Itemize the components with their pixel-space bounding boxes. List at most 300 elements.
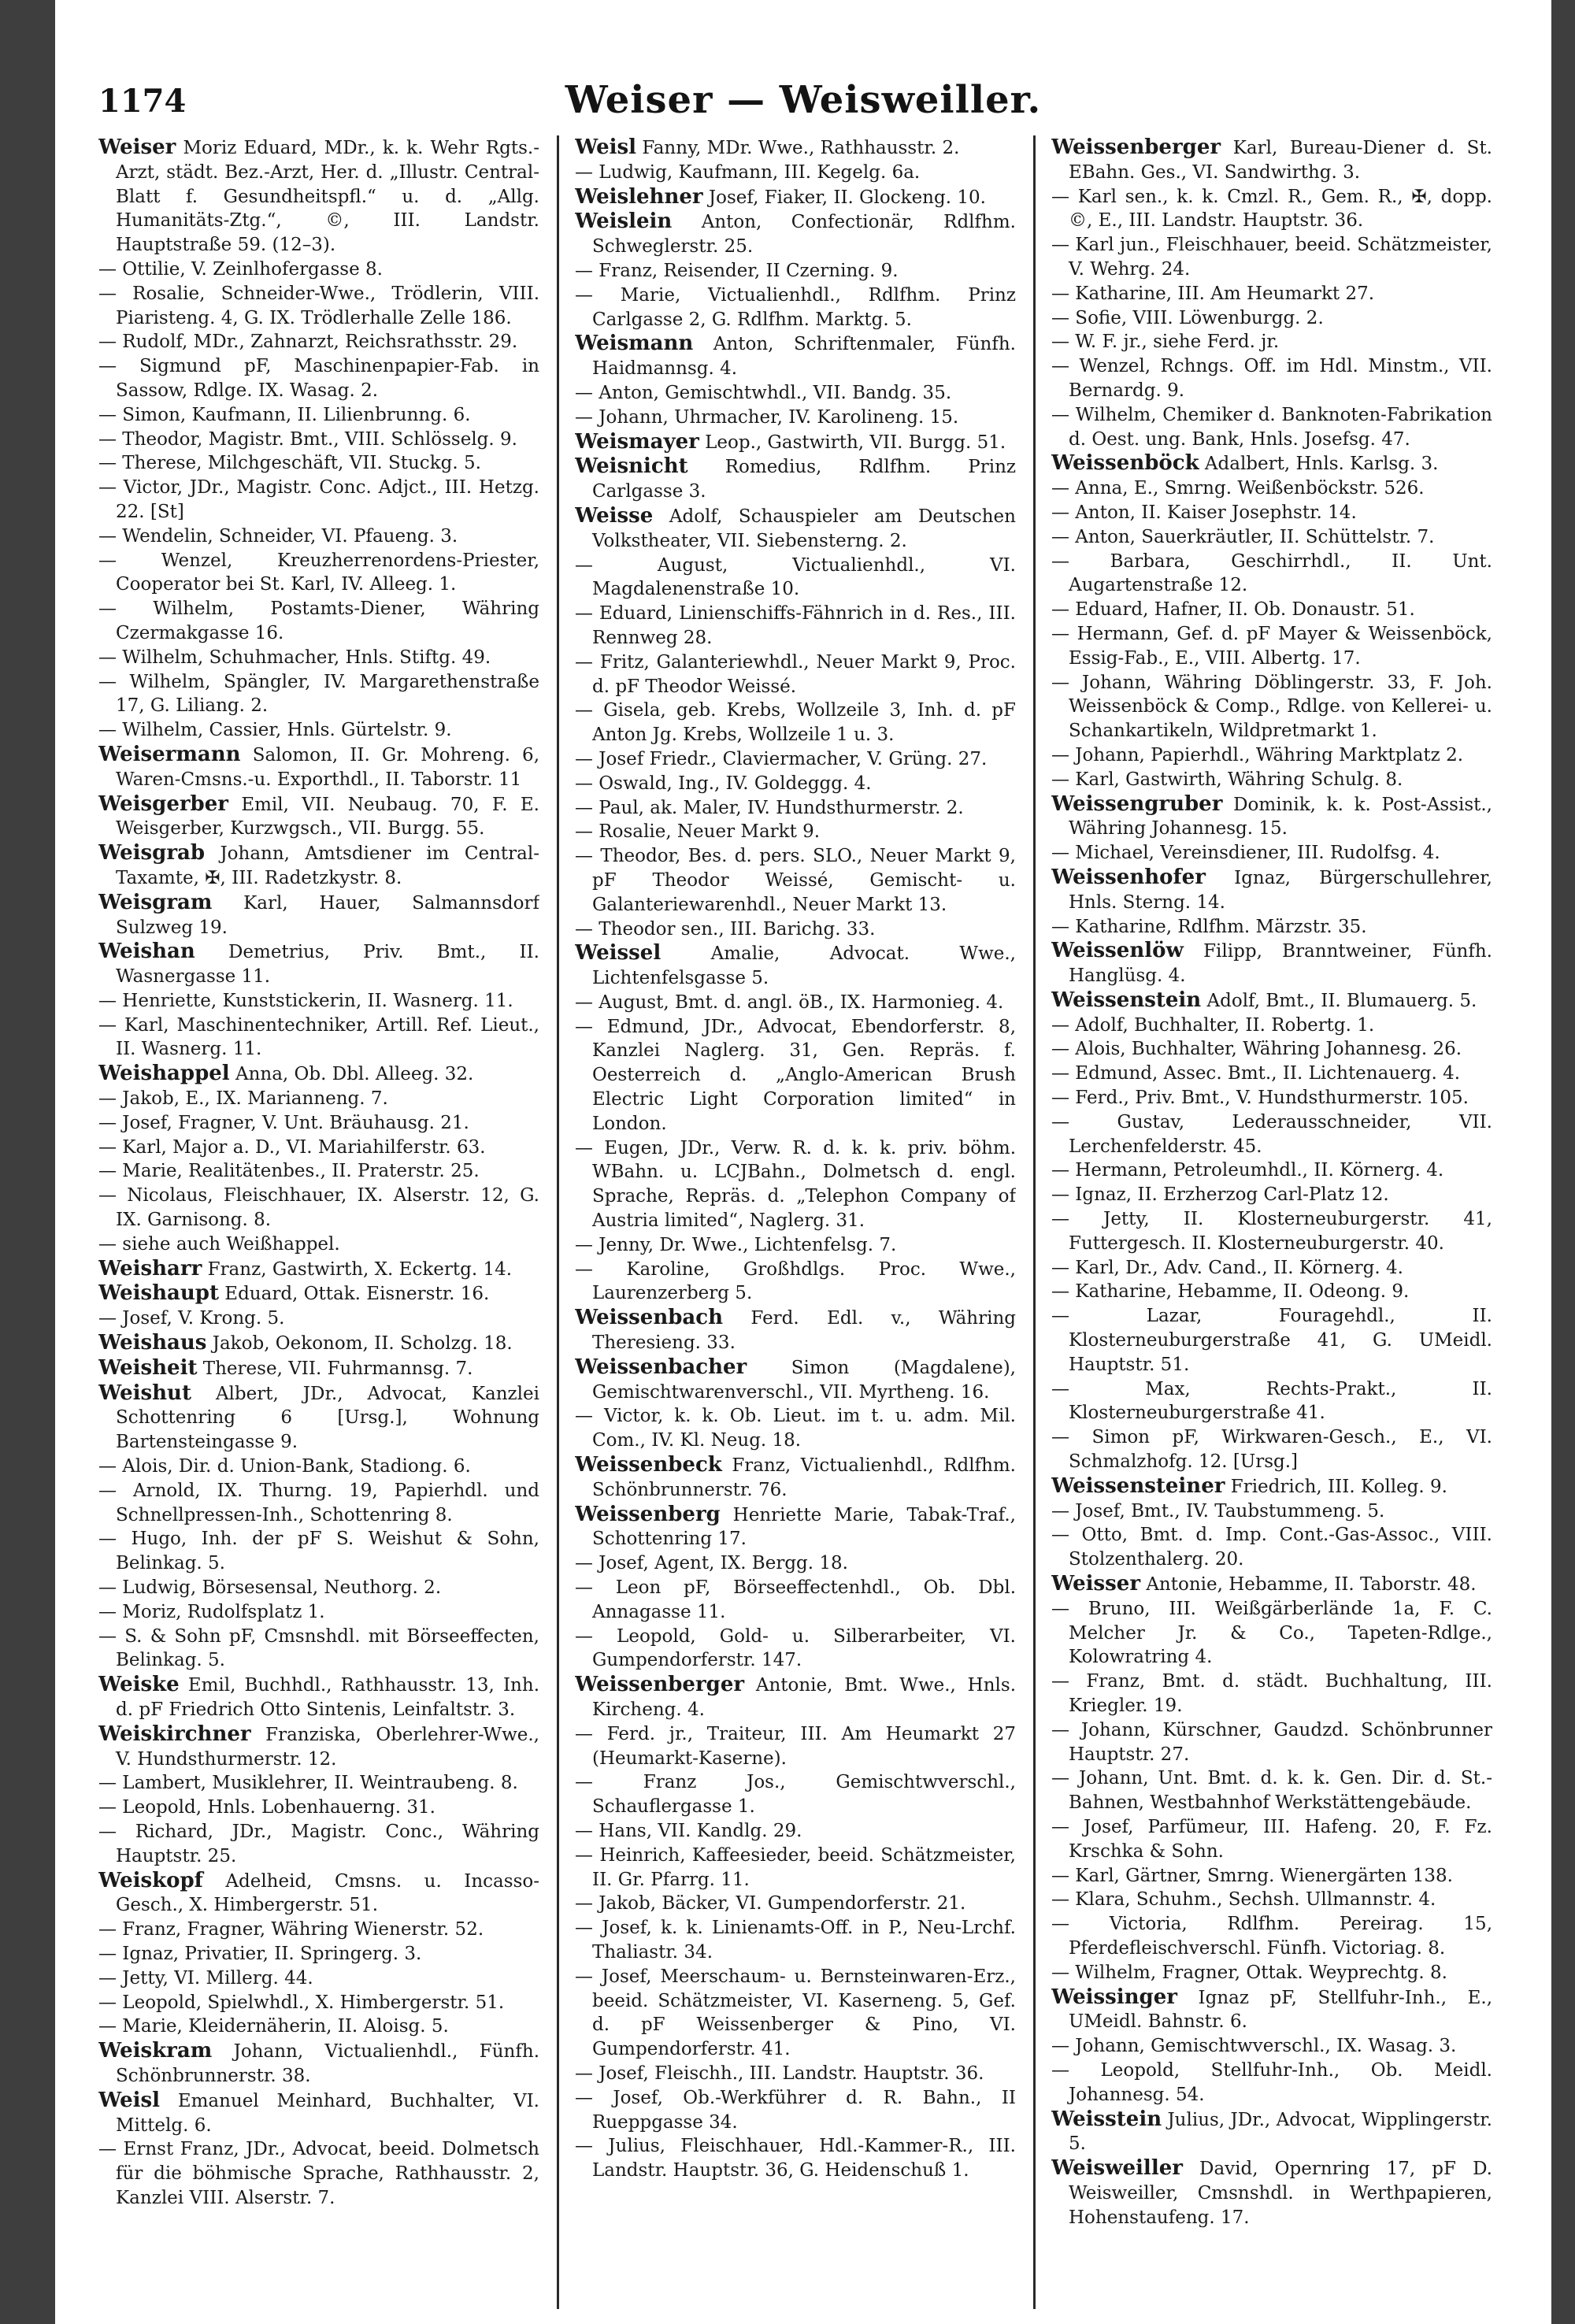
directory-entry [98, 1087, 539, 1111]
directory-entry [1051, 1961, 1492, 1985]
entry-text: — Rosalie, Schneider-Wwe., Trödlerin, VIII. Piaristeng. 4, G. IX. Trödlerhalle Zelle 186. [98, 283, 539, 328]
entry-surname: Weissenlöw [1051, 939, 1184, 963]
directory-entry [575, 2062, 1016, 2086]
directory-entry [575, 1453, 1016, 1503]
entry-text: — August, Bmt. d. angl. öB., IX. Harmonieg. 4. [575, 991, 1004, 1013]
entry-text: — Henriette, Kunststickerin, II. Wasnerg. 11. [98, 990, 513, 1011]
entry-text: — Therese, Milchgeschäft, VII. Stuckg. 5. [98, 453, 481, 474]
entry-text: — Max, Rechts-Prakt., II. Klosterneuburgerstraße 41. [1051, 1378, 1492, 1424]
directory-entry [1051, 1280, 1492, 1304]
entry-text: Demetrius, Priv. Bmt., II. Wasnergasse 11. [116, 942, 539, 988]
entry-text: — Jetty, VI. Millerg. 44. [98, 1967, 313, 1989]
entry-surname: Weishan [98, 940, 195, 964]
directory-entry [1051, 1864, 1492, 1888]
directory-entry [575, 504, 1016, 554]
directory-entry [1051, 1912, 1492, 1961]
entry-text: — S. & Sohn pF, Cmsnshdl. mit Börseeffecten, Belinkag. 5. [98, 1625, 539, 1671]
directory-entry [575, 1503, 1016, 1552]
entry-text: Jakob, Oekonom, II. Scholzg. 18. [206, 1333, 513, 1355]
directory-entry [98, 1771, 539, 1796]
entry-text: — Hermann, Gef. d. pF Mayer & Weissenböck, Essig-Fab., E., VIII. Albertg. 17. [1051, 623, 1492, 669]
directory-entry [575, 135, 1016, 161]
entry-surname: Weissenberger [575, 1673, 745, 1697]
entry-text: — Paul, ak. Maler, IV. Hundsthurmerstr. 2. [575, 797, 964, 818]
directory-entry [98, 1232, 539, 1257]
directory-entry [1051, 1062, 1492, 1086]
directory-entry [98, 841, 539, 891]
directory-entry [575, 1258, 1016, 1307]
entry-text: — Josef, Ob.-Werkführer d. R. Bahn., II Rueppgasse 34. [575, 2087, 1016, 2133]
directory-entry [1051, 2156, 1492, 2229]
entry-text: — Franz, Bmt. d. städt. Buchhaltung, III. Kriegler. 19. [1051, 1671, 1492, 1716]
directory-entry [575, 1015, 1016, 1136]
directory-entry [1051, 1110, 1492, 1159]
entry-text: — Josef, Fleischh., III. Landstr. Hauptstr. 36. [575, 2063, 984, 2084]
entry-surname: Weisgerber [98, 791, 228, 816]
directory-entry [1051, 622, 1492, 671]
directory-entry [1051, 233, 1492, 282]
column-3 [1051, 135, 1492, 2309]
directory-entry [98, 1479, 539, 1528]
directory-entry [1051, 1086, 1492, 1110]
entry-text: — Josef, V. Krong. 5. [98, 1308, 285, 1329]
directory-entry [1051, 1523, 1492, 1572]
entry-text: Josef, Fiaker, II. Glockeng. 10. [702, 187, 986, 208]
entry-text: Emil, Buchhdl., Rathhausstr. 13, Inh. d. pF Friedrich Otto Sintenis, Leinfaltstr. 3. [116, 1675, 539, 1720]
entry-text: Johann, Victualienhdl., Fünfh. Schönbrunnerstr. 38. [116, 2041, 539, 2086]
entry-surname: Weisser [1051, 1572, 1141, 1596]
directory-entry [98, 282, 539, 331]
directory-entry [98, 354, 539, 403]
entry-text: Adolf, Schauspieler am Deutschen Volkstheater, VII. Siebensterng. 2. [592, 506, 1016, 551]
directory-entry [575, 1722, 1016, 1771]
directory-entry [575, 1355, 1016, 1405]
directory-entry [98, 2137, 539, 2210]
entry-text: — Wilhelm, Spängler, IV. Margarethenstraße 17, G. Liliang. 2. [98, 671, 539, 717]
directory-entry [98, 1600, 539, 1625]
directory-entry [98, 549, 539, 598]
directory-page [55, 0, 1551, 2324]
directory-entry [98, 1356, 539, 1381]
directory-entry [1051, 135, 1492, 185]
entry-text: — Jetty, II. Klosterneuburgerstr. 41, Futtergesch. II. Klosterneuburgerstr. 40. [1051, 1209, 1492, 1254]
entry-text: — Ottilie, V. Zeinlhofergasse 8. [98, 258, 383, 280]
directory-entry [575, 259, 1016, 284]
entry-surname: Weissenböck [1051, 451, 1199, 476]
entry-text: Johann, Amtsdiener im Central-Taxamte, ✠, III. Radetzkystr. 8. [116, 843, 539, 888]
entry-text: — Adolf, Buchhalter, II. Robertg. 1. [1051, 1014, 1375, 1036]
directory-entry [98, 2039, 539, 2089]
directory-entry [98, 524, 539, 549]
entry-text: — Bruno, III. Weißgärberlände 1a, F. C. Melcher Jr. & Co., Tapeten-Rdlge., Kolowratring 4. [1051, 1598, 1492, 1668]
entry-text: — Wilhelm, Postamts-Diener, Währing Czermakgasse 16. [98, 599, 539, 643]
entry-text: — Wendelin, Schneider, VI. Pfaueng. 3. [98, 525, 458, 547]
entry-text: — Karl jun., Fleischhauer, beeid. Schätzmeister, V. Wehrg. 24. [1051, 235, 1492, 280]
entry-surname: Weishaupt [98, 1281, 219, 1306]
directory-entry [1051, 1183, 1492, 1207]
column-1 [98, 135, 539, 2309]
directory-entry [575, 1404, 1016, 1453]
directory-entry [1051, 451, 1492, 476]
entry-surname: Weisermann [98, 742, 241, 766]
directory-entry [98, 1673, 539, 1722]
entry-text: — Josef, k. k. Linienamts-Off. in P., Neu-Lrchf. Thaliastr. 34. [575, 1918, 1016, 1963]
directory-entry [98, 1991, 539, 2015]
directory-entry [1051, 282, 1492, 306]
entry-text: — Rosalie, Neuer Markt 9. [575, 821, 821, 843]
entry-text: Dominik, k. k. Post-Assist., Währing Johannesg. 15. [1069, 794, 1492, 840]
directory-entry [575, 650, 1016, 699]
entry-text: — Edmund, Assec. Bmt., II. Lichtenauerg. 4. [1051, 1063, 1461, 1084]
directory-entry [1051, 403, 1492, 452]
entry-text: Friedrich, III. Kolleg. 9. [1225, 1476, 1447, 1497]
entry-text: — Eduard, Linienschiffs-Fähnrich in d. Res., III. Rennweg 28. [575, 603, 1016, 648]
entry-surname: Weishappel [98, 1062, 230, 1086]
entry-text: — Theodor sen., III. Barichg. 33. [575, 918, 876, 940]
directory-entry [1051, 501, 1492, 525]
directory-entry [1051, 550, 1492, 599]
entry-text: — Karl sen., k. k. Cmzl. R., Gem. R., ✠, dopp. ©, E., III. Landstr. Hauptstr. 36. [1051, 186, 1492, 232]
directory-entry [1051, 1888, 1492, 1912]
entry-surname: Weismayer [575, 429, 699, 454]
directory-entry [575, 844, 1016, 917]
entry-text: Henriette Marie, Tabak-Traf., Schottenring 17. [592, 1504, 1016, 1550]
directory-entry [575, 820, 1016, 844]
entry-text: — Leon pF, Börseeffectenhdl., Ob. Dbl. Annagasse 11. [575, 1577, 1016, 1622]
entry-text: — Simon, Kaufmann, II. Lilienbrunng. 6. [98, 404, 471, 425]
directory-entry [1051, 1572, 1492, 1597]
directory-entry [98, 428, 539, 452]
directory-entry [575, 772, 1016, 796]
entry-text: — Franz, Fragner, Währing Wienerstr. 52. [98, 1919, 484, 1940]
entry-text: — siehe auch Weißhappel. [98, 1233, 340, 1255]
entry-text: — Michael, Vereinsdiener, III. Rudolfsg. 4. [1051, 843, 1440, 864]
directory-entry [1051, 185, 1492, 234]
entry-text: — Rudolf, MDr., Zahnarzt, Reichsrathsstr. 29. [98, 332, 518, 353]
directory-entry [98, 2015, 539, 2039]
entry-text: — Otto, Bmt. d. Imp. Cont.-Gas-Assoc., VIII. Stolzenthalerg. 20. [1051, 1525, 1492, 1570]
entry-text: — Ignaz, II. Erzherzog Carl-Platz 12. [1051, 1184, 1389, 1206]
entry-text: Salomon, II. Gr. Mohreng. 6, Waren-Cmsns.-u. Exporthdl., II. Taborstr. 11 [116, 744, 539, 790]
entry-text: — Victor, JDr., Magistr. Conc. Adjct., III. Hetzg. 22. [St] [98, 477, 539, 522]
entry-text: Franziska, Oberlehrer-Wwe., V. Hundsthurmerstr. 12. [116, 1724, 539, 1770]
entry-text: — Ignaz, Privatier, II. Springerg. 3. [98, 1943, 422, 1964]
directory-entry [575, 1916, 1016, 1965]
entry-text: — Karoline, Großhdlgs. Proc. Wwe., Laurenzerberg 5. [575, 1258, 1016, 1304]
entry-text: — Ferd. jr., Traiteur, III. Am Heumarkt 27 (Heumarkt-Kaserne). [575, 1723, 1016, 1769]
entry-text: Therese, VII. Fuhrmannsg. 7. [197, 1358, 473, 1379]
directory-entry [1051, 1766, 1492, 1815]
entry-text: — Gisela, geb. Krebs, Wollzeile 3, Inh. d. pF Anton Jg. Krebs, Wollzeile 1 u. 3. [575, 700, 1016, 746]
entry-surname: Weiser [98, 135, 176, 159]
entry-text: — Katharine, Rdlfhm. Märzstr. 35. [1051, 916, 1367, 937]
entry-surname: Weislehner [575, 184, 703, 209]
entry-text: Antonie, Hebamme, II. Taborstr. 48. [1140, 1574, 1477, 1596]
directory-entry [575, 1892, 1016, 1916]
directory-entry [575, 209, 1016, 259]
entry-surname: Weisweiller [1051, 2156, 1183, 2181]
directory-entry [1051, 476, 1492, 501]
directory-entry [98, 451, 539, 476]
page-header [98, 78, 1508, 130]
entry-surname: Weisstein [1051, 2107, 1162, 2131]
entry-text: — Simon pF, Wirkwaren-Gesch., E., VI. Schmalzhofg. 12. [Ursg.] [1051, 1427, 1492, 1473]
entry-text: — Eugen, JDr., Verw. R. d. k. k. priv. böhm. WBahn. u. LCJBahn., Dolmetsch d. engl. Sprache, Repräs. d. „Telephon Company of Austria limited“, Naglerg. 31. [575, 1137, 1016, 1232]
entry-text: — Johann, Papierhdl., Währing Marktplatz 2. [1051, 744, 1464, 765]
entry-surname: Weiskopf [98, 1868, 203, 1892]
entry-text: — Leopold, Spielwhdl., X. Himbergerstr. 51. [98, 1992, 505, 2013]
entry-text: — Wenzel, Kreuzherrenordens-Priester, Cooperator bei St. Karl, IV. Alleeg. 1. [98, 550, 539, 595]
entry-text: Anton, Confectionär, Rdlfhm. Schweglerstr. 25. [592, 212, 1016, 258]
entry-text: — Anton, Sauerkräutler, II. Schüttelstr. 7. [1051, 526, 1435, 547]
directory-entry [1051, 330, 1492, 354]
entry-surname: Weissinger [1051, 1985, 1177, 2009]
entry-text: — Moriz, Rudolfsplatz 1. [98, 1601, 325, 1622]
entry-text: — Johann, Gemischtwverschl., IX. Wasag. 3. [1051, 2036, 1457, 2057]
directory-entry [98, 1331, 539, 1356]
entry-text: Simon (Magdalene), Gemischtwarenverschl., VII. Myrtheng. 16. [592, 1357, 1016, 1403]
directory-entry [575, 554, 1016, 602]
entry-text: Ferd. Edl. v., Währing Theresieng. 33. [592, 1308, 1016, 1354]
entry-text: — Karl, Dr., Adv. Cand., II. Körnerg. 4. [1051, 1257, 1403, 1278]
entry-text: Anton, Schriftenmaler, Fünfh. Haidmannsg. 4. [592, 334, 1016, 380]
entry-text: — Franz, Reisender, II Czerning. 9. [575, 260, 899, 281]
directory-entry [1051, 1718, 1492, 1767]
entry-text: Ignaz, Bürgerschullehrer, Hnls. Sterng. 14. [1069, 867, 1492, 913]
entry-text: — Johann, Unt. Bmt. d. k. k. Gen. Dir. d. St.-Bahnen, Westbahnhof Werkstättengebäude. [1051, 1768, 1492, 1814]
directory-entry [575, 406, 1016, 430]
directory-entry [98, 1455, 539, 1479]
entry-text: Filipp, Branntweiner, Fünfh. Hanglüsg. 4. [1069, 941, 1492, 987]
entry-surname: Weisnicht [575, 454, 688, 479]
entry-text: — Oswald, Ing., IV. Goldeggg. 4. [575, 773, 872, 794]
directory-entry [575, 454, 1016, 504]
directory-entry [575, 1306, 1016, 1355]
entry-text: Leop., Gastwirth, VII. Burgg. 51. [699, 432, 1006, 453]
directory-entry [98, 1111, 539, 1136]
entry-surname: Weissengruber [1051, 791, 1223, 816]
directory-entry [98, 718, 539, 743]
directory-entry [98, 1625, 539, 1674]
directory-entry [575, 699, 1016, 747]
directory-entry [1051, 1037, 1492, 1062]
directory-entry [575, 1770, 1016, 1819]
directory-entry [575, 1844, 1016, 1892]
entry-text: — Wilhelm, Schuhmacher, Hnls. Stiftg. 49. [98, 647, 491, 668]
directory-entry [1051, 1158, 1492, 1183]
directory-entry [1051, 306, 1492, 331]
entry-text: — Anna, E., Smrng. Weißenböckstr. 526. [1051, 478, 1425, 499]
entry-text: Julius, JDr., Advocat, Wipplingerstr. 5. [1069, 2109, 1492, 2155]
entry-text: Adelheid, Cmsns. u. Incasso-Gesch., X. Himbergerstr. 51. [116, 1870, 539, 1916]
entry-surname: Weissenberger [1051, 135, 1221, 159]
directory-entry [98, 330, 539, 354]
directory-entry [98, 1527, 539, 1576]
entry-text: — Gustav, Lederausschneider, VII. Lerchenfelderstr. 45. [1051, 1111, 1492, 1157]
entry-text: — Theodor, Bes. d. pers. SLO., Neuer Markt 9, pF Theodor Weissé, Gemischt- u. Galanteriewarenhdl., Neuer Markt 13. [575, 846, 1016, 915]
entry-surname: Weisl [98, 2088, 161, 2112]
entry-surname: Weisgram [98, 890, 213, 914]
directory-entry [575, 602, 1016, 650]
directory-entry [575, 1136, 1016, 1233]
entry-text: — Jenny, Dr. Wwe., Lichtenfelsg. 7. [575, 1234, 897, 1255]
directory-entry [1051, 598, 1492, 622]
directory-entry [575, 185, 1016, 210]
entry-text: — Hans, VII. Kandlg. 29. [575, 1820, 802, 1841]
directory-entry [98, 1381, 539, 1455]
entry-text: — Leopold, Hnls. Lobenhauerng. 31. [98, 1797, 435, 1818]
directory-entry [1051, 671, 1492, 743]
entry-surname: Weishaus [98, 1331, 207, 1355]
entry-text: Emil, VII. Neubaug. 70, F. E. Weisgerber, Kurzwgsch., VII. Burgg. 55. [116, 794, 539, 840]
entry-text: — Johann, Währing Döblingerstr. 33, F. Joh. Weissenböck & Comp., Rdlge. von Kellerei- u. Schankartikeln, Wildpretmarkt 1. [1051, 672, 1492, 742]
directory-entry [1051, 939, 1492, 988]
directory-entry [98, 940, 539, 989]
directory-entry [575, 1673, 1016, 1722]
directory-entry [98, 1062, 539, 1087]
directory-entry [98, 476, 539, 524]
entry-text: — Wilhelm, Chemiker d. Banknoten-Fabrikation d. Oest. ung. Bank, Hnls. Josefsg. 47. [1051, 404, 1492, 450]
entry-text: — Jakob, Bäcker, VI. Gumpendorferstr. 21. [575, 1893, 966, 1914]
directory-entry [575, 941, 1016, 991]
entry-text: Franz, Gastwirth, X. Eckertg. 14. [202, 1258, 513, 1280]
entry-text: Karl, Hauer, Salmannsdorf Sulzweg 19. [116, 892, 539, 938]
entry-text: Antonie, Bmt. Wwe., Hnls. Kircheng. 4. [592, 1675, 1016, 1720]
entry-text: Adalbert, Hnls. Karlsg. 3. [1199, 454, 1439, 475]
directory-entry [575, 332, 1016, 381]
entry-surname: Weiskram [98, 2039, 213, 2063]
directory-entry [1051, 1014, 1492, 1038]
entry-text: — Marie, Victualienhdl., Rdlfhm. Prinz Carlgasse 2, G. Rdlfhm. Marktg. 5. [575, 284, 1016, 330]
entry-text: — Sofie, VIII. Löwenburgg. 2. [1051, 307, 1324, 328]
entry-text: — Johann, Uhrmacher, IV. Karolineng. 15. [575, 406, 959, 428]
entry-surname: Weissenbach [575, 1306, 723, 1330]
entry-text: — Heinrich, Kaffeesieder, beeid. Schätzmeister, II. Gr. Pfarrg. 11. [575, 1844, 1016, 1890]
directory-entry [98, 1576, 539, 1600]
entry-text: — Eduard, Hafner, II. Ob. Donaustr. 51. [1051, 599, 1415, 621]
entry-text: — Karl, Maschinentechniker, Artill. Ref. Lieut., II. Wasnerg. 11. [98, 1014, 539, 1060]
entry-text: — Anton, Gemischtwhdl., VII. Bandg. 35. [575, 382, 952, 403]
directory-entry [1051, 841, 1492, 865]
entry-text: — Fritz, Galanteriewhdl., Neuer Markt 9, Proc. d. pF Theodor Weissé. [575, 651, 1016, 697]
directory-entry [1051, 743, 1492, 768]
entry-text: — Lambert, Musiklehrer, II. Weintraubeng. 8. [98, 1773, 518, 1794]
entry-text: Franz, Victualienhdl., Rdlfhm. Schönbrunnerstr. 76. [592, 1455, 1016, 1500]
entry-text: — Wilhelm, Fragner, Ottak. Weyprechtg. 8. [1051, 1962, 1447, 1983]
directory-entry [1051, 1499, 1492, 1524]
entry-surname: Weissel [575, 941, 662, 966]
directory-entry [98, 1159, 539, 1184]
directory-entry [1051, 1474, 1492, 1499]
directory-entry [98, 1966, 539, 1991]
entry-text: Anna, Ob. Dbl. Alleeg. 32. [229, 1064, 474, 1085]
directory-entry [1051, 768, 1492, 792]
entry-text: Romedius, Rdlfhm. Prinz Carlgasse 3. [592, 457, 1016, 502]
directory-entry [98, 597, 539, 646]
directory-entry [98, 891, 539, 940]
directory-entry [98, 403, 539, 428]
directory-entry [1051, 1304, 1492, 1377]
entry-text: — Josef Friedr., Claviermacher, V. Grüng. 27. [575, 748, 988, 769]
entry-surname: Weiske [98, 1673, 180, 1697]
entry-text: — Wenzel, Rchngs. Off. im Hdl. Minstm., VII. Bernardg. 9. [1051, 356, 1492, 401]
entry-surname: Weissenbacher [575, 1355, 747, 1379]
directory-entry [1051, 525, 1492, 550]
directory-entry [575, 1551, 1016, 1576]
directory-entry [98, 2089, 539, 2138]
entry-text: — Katharine, Hebamme, II. Odeong. 9. [1051, 1281, 1410, 1303]
entry-text: — Alois, Buchhalter, Währing Johannesg. 26. [1051, 1039, 1462, 1060]
directory-entry [98, 1184, 539, 1232]
directory-entry [98, 1820, 539, 1869]
directory-entry [98, 1014, 539, 1062]
directory-entry [575, 284, 1016, 332]
directory-entry [575, 1233, 1016, 1258]
entry-text: — Johann, Kürschner, Gaudzd. Schönbrunner Hauptstr. 27. [1051, 1719, 1492, 1765]
directory-entry [575, 381, 1016, 406]
directory-entry [1051, 354, 1492, 403]
directory-entry [1051, 865, 1492, 915]
entry-text: — Ernst Franz, JDr., Advocat, beeid. Dolmetsch für die böhmische Sprache, Rathhausstr. 2, Kanzlei VIII. Alserstr. 7. [98, 2139, 539, 2208]
directory-entry [98, 258, 539, 282]
entry-text: — Ludwig, Börsesensal, Neuthorg. 2. [98, 1577, 442, 1599]
directory-entry [575, 991, 1016, 1015]
directory-entry [98, 1796, 539, 1820]
directory-entry [1051, 1256, 1492, 1281]
directory-entry [575, 161, 1016, 185]
directory-entry [1051, 2034, 1492, 2059]
entry-surname: Weissenhofer [1051, 865, 1206, 889]
entry-surname: Weiskirchner [98, 1722, 251, 1746]
directory-entry [1051, 1207, 1492, 1256]
entry-text: — Marie, Kleidernäherin, II. Aloisg. 5. [98, 2016, 449, 2037]
entry-text: — Josef, Agent, IX. Bergg. 18. [575, 1553, 848, 1574]
entry-text: — Leopold, Gold- u. Silberarbeiter, VI. Gumpendorferstr. 147. [575, 1625, 1016, 1671]
directory-entry [575, 747, 1016, 772]
entry-text: — Hermann, Petroleumhdl., II. Körnerg. 4. [1051, 1160, 1444, 1181]
columns [98, 135, 1516, 2309]
entry-text: — W. F. jr., siehe Ferd. jr. [1051, 332, 1280, 353]
entry-text: Albert, JDr., Advocat, Kanzlei Schottenring 6 [Ursg.], Wohnung Bartensteingasse 9. [116, 1383, 539, 1453]
entry-surname: Weisgrab [98, 841, 206, 865]
entry-text: — Nicolaus, Fleischhauer, IX. Alserstr. 12, G. IX. Garnisong. 8. [98, 1185, 539, 1231]
directory-entry [1051, 792, 1492, 842]
entry-surname: Weissenberg [575, 1502, 721, 1526]
entry-text: — Anton, II. Kaiser Josephstr. 14. [1051, 502, 1357, 523]
entry-text: — Theodor, Magistr. Bmt., VIII. Schlösselg. 9. [98, 428, 517, 450]
entry-surname: Weissensteiner [1051, 1473, 1225, 1498]
directory-entry [575, 796, 1016, 821]
directory-entry [98, 743, 539, 792]
entry-text: — August, Victualienhdl., VI. Magdalenenstraße 10. [575, 554, 1016, 600]
page-number: 1174 [98, 83, 187, 120]
directory-entry [98, 1869, 539, 1918]
directory-entry [1051, 1815, 1492, 1864]
directory-entry [575, 430, 1016, 455]
directory-entry [98, 1307, 539, 1331]
directory-entry [575, 917, 1016, 942]
directory-entry [98, 1942, 539, 1966]
directory-entry [98, 1136, 539, 1160]
entry-text: — Karl, Gastwirth, Währing Schulg. 8. [1051, 769, 1403, 790]
entry-text: — Josef, Bmt., IV. Taubstummeng. 5. [1051, 1500, 1385, 1522]
entry-surname: Weisharr [98, 1256, 202, 1281]
entry-surname: Weislein [575, 209, 673, 234]
entry-text: — Wilhelm, Cassier, Hnls. Gürtelstr. 9. [98, 720, 452, 741]
directory-entry [1051, 1377, 1492, 1426]
directory-entry [1051, 1425, 1492, 1474]
entry-text: David, Opernring 17, pF D. Weisweiller, Cmsnshdl. in Werthpapieren, Hohenstaufeng. 17. [1069, 2159, 1492, 2228]
